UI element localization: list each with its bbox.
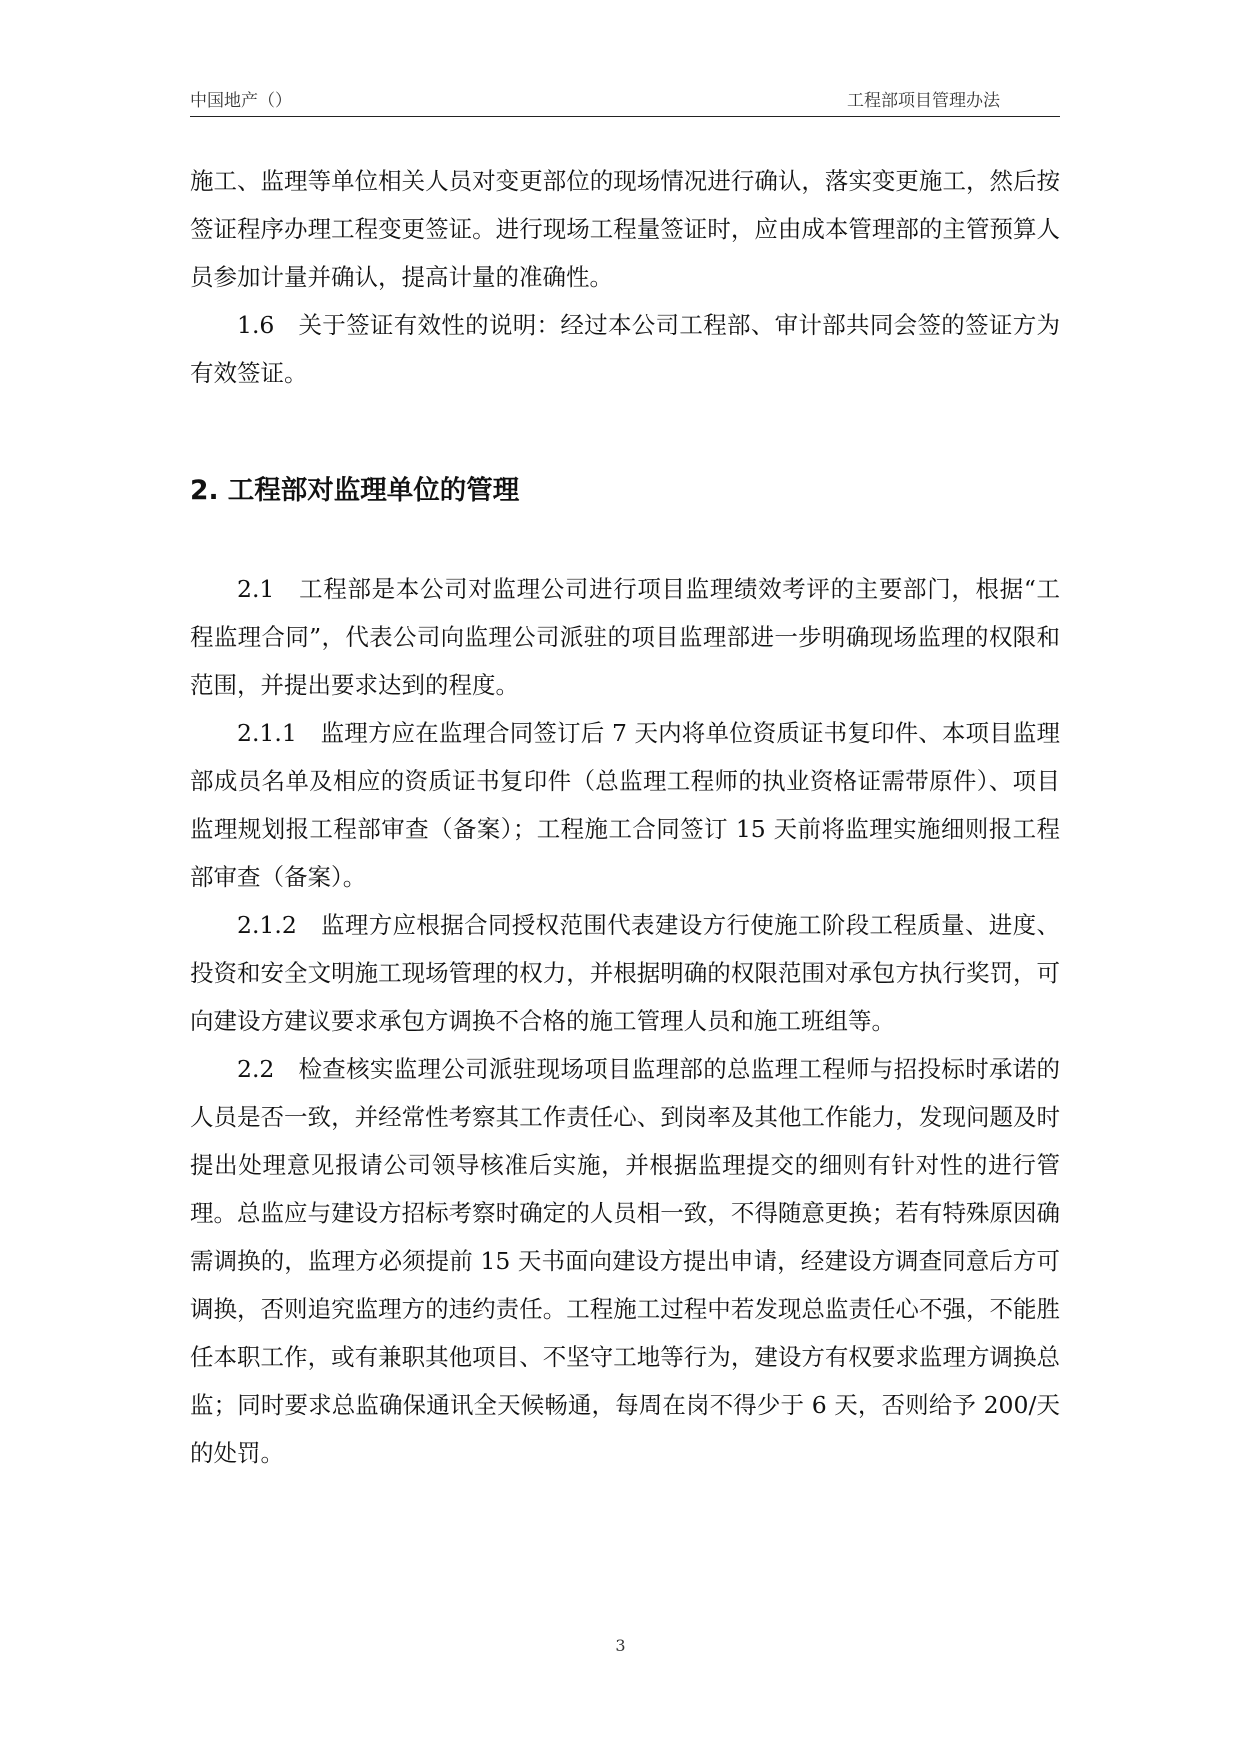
page-number: 3 xyxy=(615,1636,626,1655)
header-company: 中国地产（） xyxy=(190,91,292,111)
header-document-title: 工程部项目管理办法 xyxy=(847,91,1000,111)
paragraph-2-1-2: 2.1.2 监理方应根据合同授权范围代表建设方行使施工阶段工程质量、进度、投资和安全文明施工现场管理的权力，并根据明确的权限范围对承包方执行奖罚，可向建设方建议要求承包方调换不合格的施工管理人员和施工班组等。 xyxy=(190,911,1060,1035)
paragraph-continuation: 施工、监理等单位相关人员对变更部位的现场情况进行确认，落实变更施工，然后按签证程序办理工程变更签证。进行现场工程量签证时，应由成本管理部的主管预算人员参加计量并确认，提高计量的准确性。 xyxy=(190,167,1060,291)
paragraph-2-2: 2.2 检查核实监理公司派驻现场项目监理部的总监理工程师与招投标时承诺的人员是否一致，并经常性考察其工作责任心、到岗率及其他工作能力，发现问题及时提出处理意见报请公司领导核准后实施，并根据监理提交的细则有针对性的进行管理。总监应与建设方招标考察时确定的人员相一致，不得随意更换；若有特殊原因确需调换的，监理方必须提前 15 天书面向建设方提出申请，经建设方调查同意后方可调换，否则追究监理方的违约责任。工程施工过程中若发现总监责任心不强，不能胜任本职工作，或有兼职其他项目、不坚守工地等行为，建设方有权要求监理方调换总监；同时要求总监确保通讯全天候畅通，每周在岗不得少于 6 天，否则给予 200/天的处罚。 xyxy=(190,1055,1060,1467)
paragraph-2-1: 2.1 工程部是本公司对监理公司进行项目监理绩效考评的主要部门，根据“工程监理合同”，代表公司向监理公司派驻的项目监理部进一步明确现场监理的权限和范围，并提出要求达到的程度。 xyxy=(190,575,1060,699)
paragraph-2-1-1: 2.1.1 监理方应在监理合同签订后 7 天内将单位资质证书复印件、本项目监理部成员名单及相应的资质证书复印件（总监理工程师的执业资格证需带原件）、项目监理规划报工程部审查（备案）；工程施工合同签订 15 天前将监理实施细则报工程部审查（备案）。 xyxy=(190,719,1060,891)
paragraph-1-6: 1.6 关于签证有效性的说明：经过本公司工程部、审计部共同会签的签证方为有效签证。 xyxy=(190,311,1060,387)
section-heading: 2. 工程部对监理单位的管理 xyxy=(190,475,520,506)
page-header xyxy=(190,86,1060,117)
document-body xyxy=(190,157,1060,1477)
